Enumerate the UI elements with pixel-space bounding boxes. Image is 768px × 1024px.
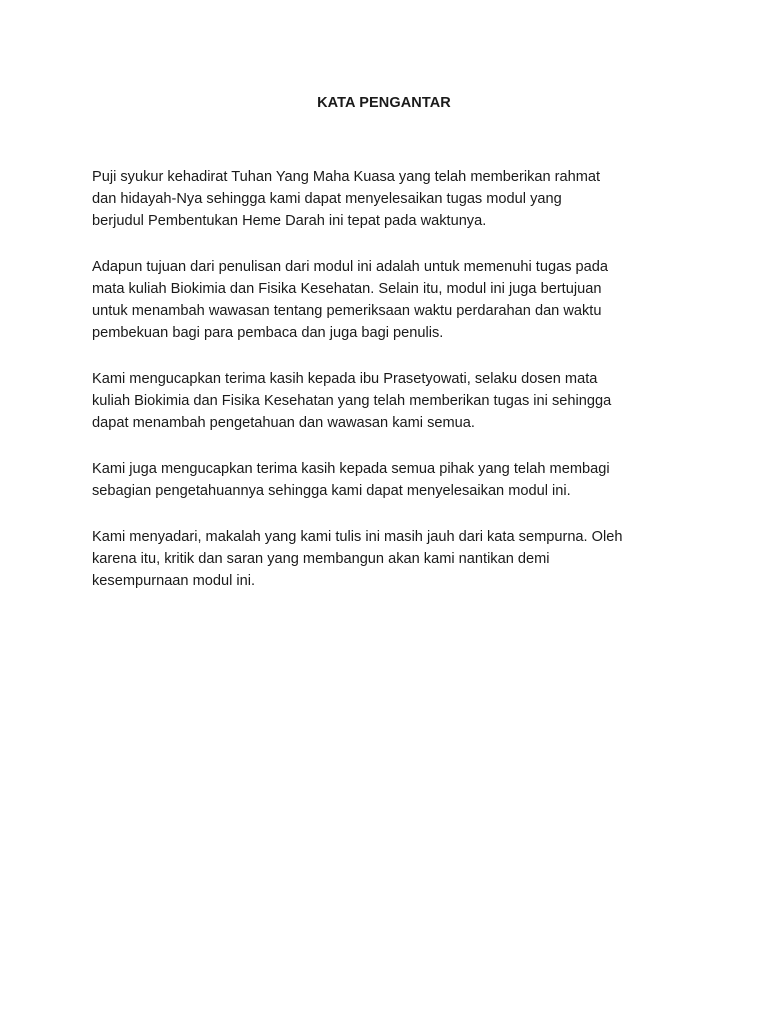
paragraph-thanks-all: Kami juga mengucapkan terima kasih kepada semua pihak yang telah membagi sebagian pengetahuannya sehingga kami dapat menyelesaikan modul ini. <box>92 461 610 499</box>
page-title: KATA PENGANTAR <box>317 95 451 111</box>
paragraph-thanks-lecturer: Kami mengucapkan terima kasih kepada ibu Prasetyowati, selaku dosen mata kuliah Biokimia dan Fisika Kesehatan yang telah memberikan tugas ini sehingga dapat menambah pengetahuan dan wawasan kami semua. <box>92 371 612 431</box>
paragraph-closing: Kami menyadari, makalah yang kami tulis ini masih jauh dari kata sempurna. Oleh karena itu, kritik dan saran yang membangun akan kami nantikan demi kesempurnaan modul ini. <box>92 529 623 589</box>
document-body <box>92 166 682 616</box>
paragraph-opening: Puji syukur kehadirat Tuhan Yang Maha Kuasa yang telah memberikan rahmat dan hidayah-Nya sehingga kami dapat menyelesaikan tugas modul yang berjudul Pembentukan Heme Darah ini tepat pada waktunya. <box>92 169 601 229</box>
paragraph-purpose: Adapun tujuan dari penulisan dari modul ini adalah untuk memenuhi tugas pada mata kuliah Biokimia dan Fisika Kesehatan. Selain itu, modul ini juga bertujuan untuk menambah wawasan tentang pemeriksaan waktu perdarahan dan waktu pembekuan bagi para pembaca dan juga bagi penulis. <box>92 259 609 341</box>
